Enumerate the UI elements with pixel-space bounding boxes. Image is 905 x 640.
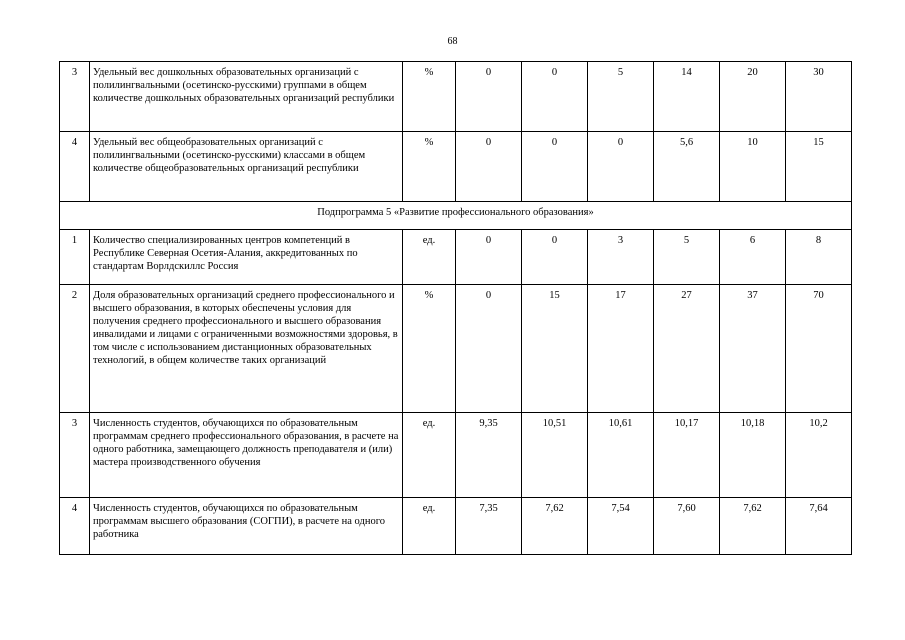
unit-cell: ед. (403, 413, 456, 498)
row-number: 1 (60, 230, 90, 285)
value-cell: 7,54 (588, 498, 654, 555)
indicator-name: Численность студентов, обучающихся по образовательным программам высшего образования (СОГПИ), в расчете на одного работника (90, 498, 403, 555)
value-cell: 27 (654, 285, 720, 413)
value-cell: 15 (522, 285, 588, 413)
value-cell: 0 (522, 132, 588, 202)
value-cell: 37 (720, 285, 786, 413)
value-cell: 10,17 (654, 413, 720, 498)
value-cell: 10,18 (720, 413, 786, 498)
value-cell: 7,62 (720, 498, 786, 555)
table-row (60, 285, 852, 413)
page-number: 68 (447, 36, 458, 47)
value-cell: 7,35 (456, 498, 522, 555)
row-number: 2 (60, 285, 90, 413)
indicator-name: Численность студентов, обучающихся по образовательным программам среднего профессионального образования, в расчете на одного работника, замещающего должность преподавателя и (или) мастера производственного обучения (90, 413, 403, 498)
subprogram-title: Подпрограмма 5 «Развитие профессионального образования» (60, 202, 852, 230)
value-cell: 3 (588, 230, 654, 285)
value-cell: 30 (786, 62, 852, 132)
row-number: 3 (60, 62, 90, 132)
indicator-name: Количество специализированных центров компетенций в Республике Северная Осетия-Алания, аккредитованных по стандартам Ворлдскиллс Россия (90, 230, 403, 285)
value-cell: 5 (654, 230, 720, 285)
unit-cell: ед. (403, 498, 456, 555)
value-cell: 10,51 (522, 413, 588, 498)
value-cell: 10,61 (588, 413, 654, 498)
table-row (60, 413, 852, 498)
row-number: 4 (60, 132, 90, 202)
table-row (60, 62, 852, 132)
value-cell: 17 (588, 285, 654, 413)
indicator-name: Удельный вес дошкольных образовательных организаций с полилингвальными (осетинско-русскими) группами в общем количестве дошкольных образовательных организаций республики (90, 62, 403, 132)
indicators-table (59, 61, 852, 555)
unit-cell: ед. (403, 230, 456, 285)
value-cell: 6 (720, 230, 786, 285)
table-row (60, 230, 852, 285)
table-row (60, 132, 852, 202)
value-cell: 0 (522, 62, 588, 132)
subprogram-row (60, 202, 852, 230)
unit-cell: % (403, 285, 456, 413)
indicator-name: Доля образовательных организаций среднего профессионального и высшего образования, в которых обеспечены условия для получения среднего профессионального и высшего образования инвалидами и лицами с ограниченными возможностями здоровья, в том числе с использованием дистанционных образовательных технологий, в общем количестве таких организаций (90, 285, 403, 413)
value-cell: 0 (456, 230, 522, 285)
value-cell: 20 (720, 62, 786, 132)
row-number: 3 (60, 413, 90, 498)
value-cell: 70 (786, 285, 852, 413)
value-cell: 0 (456, 62, 522, 132)
value-cell: 7,60 (654, 498, 720, 555)
value-cell: 7,62 (522, 498, 588, 555)
value-cell: 0 (456, 132, 522, 202)
table-row (60, 498, 852, 555)
value-cell: 0 (456, 285, 522, 413)
unit-cell: % (403, 132, 456, 202)
value-cell: 10 (720, 132, 786, 202)
value-cell: 5 (588, 62, 654, 132)
value-cell: 7,64 (786, 498, 852, 555)
value-cell: 9,35 (456, 413, 522, 498)
indicator-name: Удельный вес общеобразовательных организаций с полилингвальными (осетинско-русскими) классами в общем количестве общеобразовательных организаций республики (90, 132, 403, 202)
row-number: 4 (60, 498, 90, 555)
value-cell: 0 (522, 230, 588, 285)
value-cell: 15 (786, 132, 852, 202)
value-cell: 10,2 (786, 413, 852, 498)
unit-cell: % (403, 62, 456, 132)
value-cell: 0 (588, 132, 654, 202)
value-cell: 8 (786, 230, 852, 285)
value-cell: 5,6 (654, 132, 720, 202)
value-cell: 14 (654, 62, 720, 132)
